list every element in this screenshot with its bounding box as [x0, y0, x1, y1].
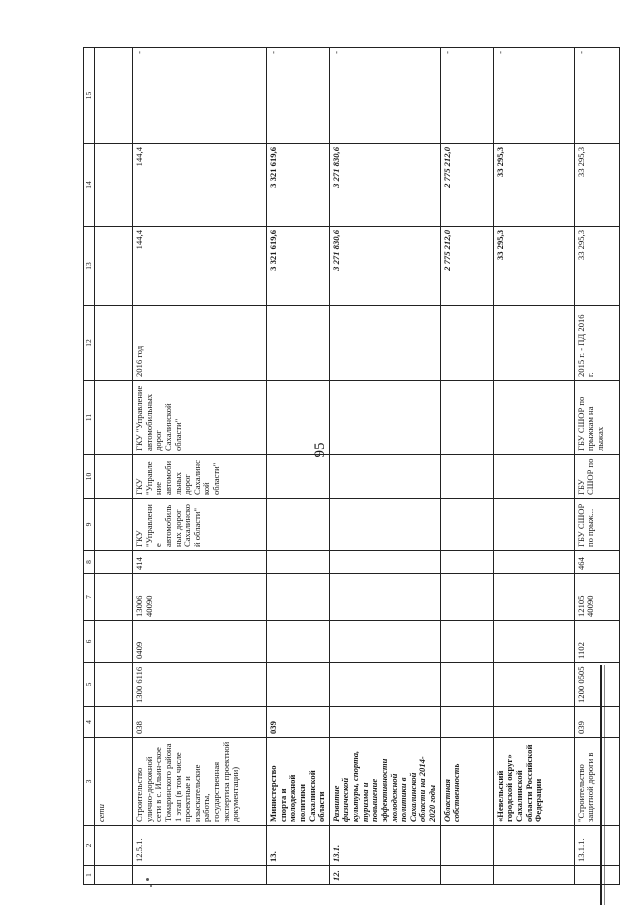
recipient: ГКУ "Управление автомобильных дорог Сахалинской области": [133, 381, 267, 455]
customer: ГБУ СШОР по прыж...: [574, 499, 619, 551]
section-code: 1102: [574, 621, 619, 663]
row-index: [133, 866, 267, 885]
table-row: [329, 48, 440, 885]
grbs-code: [95, 707, 133, 738]
developer: ГКУ "Управление автомобильных дорог Сахалинской области": [133, 455, 267, 499]
amount-year: 144,4: [133, 144, 267, 227]
program-code: 1300 6116: [133, 663, 267, 707]
row-index: [267, 866, 330, 885]
recipient: [493, 381, 574, 455]
item-name: Развитие физической культуры, спорта, туризма и повышение эффективности молодежной политики в Сахалинской области на 2014-2020 годы: [329, 738, 440, 826]
period: 2016 год: [133, 306, 267, 381]
program-code: 1200 0505: [574, 663, 619, 707]
item-name: сети: [95, 738, 133, 826]
item-code: [95, 826, 133, 866]
budget-table: [83, 47, 620, 885]
developer: [267, 455, 330, 499]
column-number: 11: [84, 381, 95, 455]
grbs-code: 039: [574, 707, 619, 738]
column-number: 5: [84, 663, 95, 707]
table-row: [267, 48, 330, 885]
grbs-code: 039: [267, 707, 330, 738]
item-name: Строительство улично-дорожной сети в с. Ильин-ское Томаринского района 1 этап (в том числе проектные и изыскательские работы, государственная экспертиза проектной документации): [133, 738, 267, 826]
program-code: [440, 663, 493, 707]
table-row: [493, 48, 574, 885]
program-code: [95, 663, 133, 707]
item-code: [440, 826, 493, 866]
period: [95, 306, 133, 381]
table-row: [95, 48, 133, 885]
amount-next: -: [574, 48, 619, 144]
column-number: 2: [84, 826, 95, 866]
period: [440, 306, 493, 381]
target-article: [329, 574, 440, 621]
customer: [440, 499, 493, 551]
recipient: [267, 381, 330, 455]
amount-total: [95, 227, 133, 306]
expense-type: [329, 551, 440, 574]
section-code: [329, 621, 440, 663]
table-row: [440, 48, 493, 885]
column-number: 6: [84, 621, 95, 663]
table-row: [133, 48, 267, 885]
row-index: [95, 866, 133, 885]
expense-type: [493, 551, 574, 574]
grbs-code: [493, 707, 574, 738]
column-number-row: [84, 48, 95, 885]
target-article: [95, 574, 133, 621]
recipient: [440, 381, 493, 455]
row-index: [440, 866, 493, 885]
developer: [95, 455, 133, 499]
customer: [95, 499, 133, 551]
item-code: 12.5.1.: [133, 826, 267, 866]
amount-total: 144,4: [133, 227, 267, 306]
amount-next: -: [267, 48, 330, 144]
item-name: "Строительство защитной дороги в: [574, 738, 619, 826]
rotated-table-frame: [83, 48, 605, 885]
scan-speck: [150, 885, 152, 887]
amount-total: 3 321 619,6: [267, 227, 330, 306]
developer: ГБУ СШОР по: [574, 455, 619, 499]
grbs-code: [440, 707, 493, 738]
recipient: [329, 381, 440, 455]
expense-type: 464: [574, 551, 619, 574]
amount-year: 2 775 212,0: [440, 144, 493, 227]
amount-next: -: [133, 48, 267, 144]
amount-next: -: [329, 48, 440, 144]
column-number: 13: [84, 227, 95, 306]
customer: ГКУ "Управление автомобильных дорог Сахалинской области": [133, 499, 267, 551]
row-index: [574, 866, 619, 885]
period: [329, 306, 440, 381]
section-code: [267, 621, 330, 663]
customer: [493, 499, 574, 551]
period: 2015 г. - ПД 2016 г.: [574, 306, 619, 381]
column-number: 1: [84, 866, 95, 885]
column-number: 15: [84, 48, 95, 144]
amount-total: 33 295,3: [574, 227, 619, 306]
column-number: 4: [84, 707, 95, 738]
row-index: 12.: [329, 866, 440, 885]
expense-type: 414: [133, 551, 267, 574]
program-code: [267, 663, 330, 707]
column-number: 12: [84, 306, 95, 381]
column-number: 9: [84, 499, 95, 551]
amount-year: 33 295,3: [574, 144, 619, 227]
recipient: [95, 381, 133, 455]
amount-next: -: [440, 48, 493, 144]
section-code: 0409: [133, 621, 267, 663]
amount-total: 2 775 212,0: [440, 227, 493, 306]
target-article: 13006 40090: [133, 574, 267, 621]
amount-next: -: [493, 48, 574, 144]
target-article: 12105 40090: [574, 574, 619, 621]
target-article: [267, 574, 330, 621]
program-code: [493, 663, 574, 707]
amount-total: 33 295,3: [493, 227, 574, 306]
item-name: Министерство спорта и молодежной политики Сахалинской области: [267, 738, 330, 826]
recipient: ГБУ СШОР по прыжкам на лыжах: [574, 381, 619, 455]
target-article: [493, 574, 574, 621]
expense-type: [267, 551, 330, 574]
table-row: [574, 48, 619, 885]
item-code: [493, 826, 574, 866]
amount-total: 3 271 830,6: [329, 227, 440, 306]
amount-year: 3 321 619,6: [267, 144, 330, 227]
amount-year: 33 295,3: [493, 144, 574, 227]
period: [493, 306, 574, 381]
item-code: 13.1.1.: [574, 826, 619, 866]
item-code: 13.1.: [329, 826, 440, 866]
expense-type: [95, 551, 133, 574]
section-code: [95, 621, 133, 663]
amount-next: [95, 48, 133, 144]
item-name: Областная собственность: [440, 738, 493, 826]
item-name: «Невельский городской округ» Сахалинской области Российской Федерации: [493, 738, 574, 826]
column-number: 8: [84, 551, 95, 574]
column-number: 10: [84, 455, 95, 499]
amount-year: [95, 144, 133, 227]
target-article: [440, 574, 493, 621]
budget-table-container: [83, 48, 605, 885]
expense-type: [440, 551, 493, 574]
period: [267, 306, 330, 381]
amount-year: 3 271 830,6: [329, 144, 440, 227]
page-number: 95: [312, 442, 328, 458]
row-index: [493, 866, 574, 885]
customer: [329, 499, 440, 551]
column-number: 14: [84, 144, 95, 227]
column-number: 3: [84, 738, 95, 826]
section-code: [493, 621, 574, 663]
developer: [329, 455, 440, 499]
grbs-code: [329, 707, 440, 738]
grbs-code: 038: [133, 707, 267, 738]
item-code: 13.: [267, 826, 330, 866]
developer: [440, 455, 493, 499]
program-code: [329, 663, 440, 707]
column-number: 7: [84, 574, 95, 621]
section-code: [440, 621, 493, 663]
customer: [267, 499, 330, 551]
developer: [493, 455, 574, 499]
